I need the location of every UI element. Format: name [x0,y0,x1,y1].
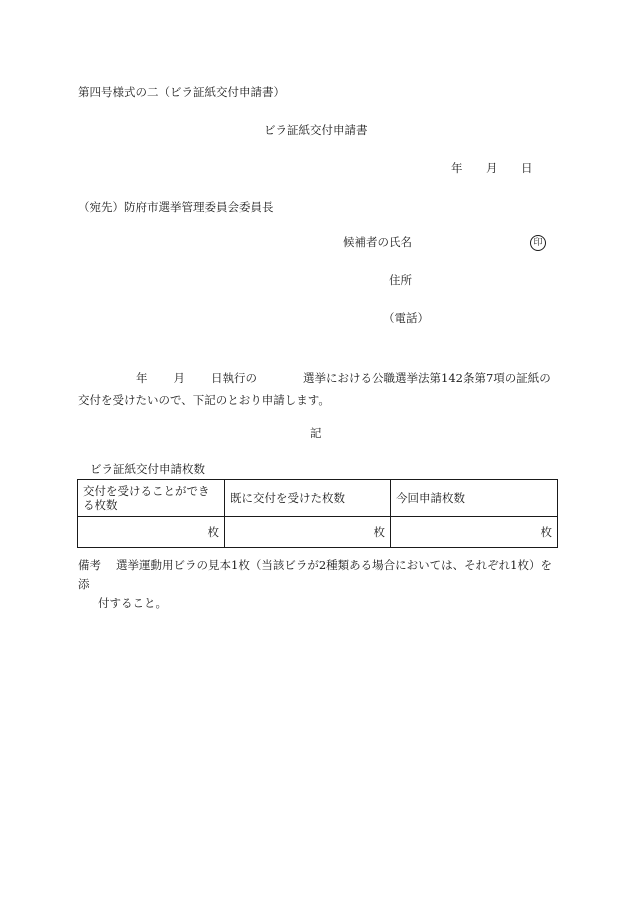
document-title: ビラ証紙交付申請書 [264,123,368,137]
remarks-line1: 選挙運動用ビラの見本1枚（当該ビラが2種類ある場合においては、それぞれ1枚）を添 [78,558,552,591]
header-current-request: 今回申請枚数 [391,480,558,517]
header-already-issued: 既に交付を受けた枚数 [225,480,391,517]
table-value-row [78,517,558,548]
form-number: 第四号様式の二（ビラ証紙交付申請書） [78,85,285,99]
date-day: 日 [521,161,533,175]
statement-line1: 選挙における公職選挙法第142条第7項の証紙の [303,371,551,385]
application-statement [78,367,558,411]
date-year: 年 [451,161,463,175]
candidate-name-label: 候補者の氏名 [343,235,412,249]
statement-day-exec: 日執行の [211,371,257,385]
value-available-unit: 枚 [78,517,225,548]
table-header-row [78,480,558,517]
value-current-request-unit: 枚 [391,517,558,548]
table-caption: ビラ証紙交付申請枚数 [90,462,205,476]
address-label: 住所 [389,273,412,287]
statement-year: 年 [136,371,148,385]
remarks-label: 備考 [78,558,101,572]
phone-label: （電話） [383,311,429,325]
application-count-table [77,479,558,548]
ki-heading: 記 [310,426,322,440]
remarks [78,556,558,613]
value-already-issued-unit: 枚 [225,517,391,548]
seal-mark: 印 [530,235,546,251]
statement-line2: 交付を受けたいので、下記のとおり申請します。 [78,393,330,407]
remarks-line2: 付すること。 [98,596,167,610]
statement-month: 月 [173,371,185,385]
header-available-count: 交付を受けることができる枚数 [78,480,225,517]
addressee: （宛先）防府市選挙管理委員会委員長 [78,200,274,214]
date-month: 月 [486,161,498,175]
